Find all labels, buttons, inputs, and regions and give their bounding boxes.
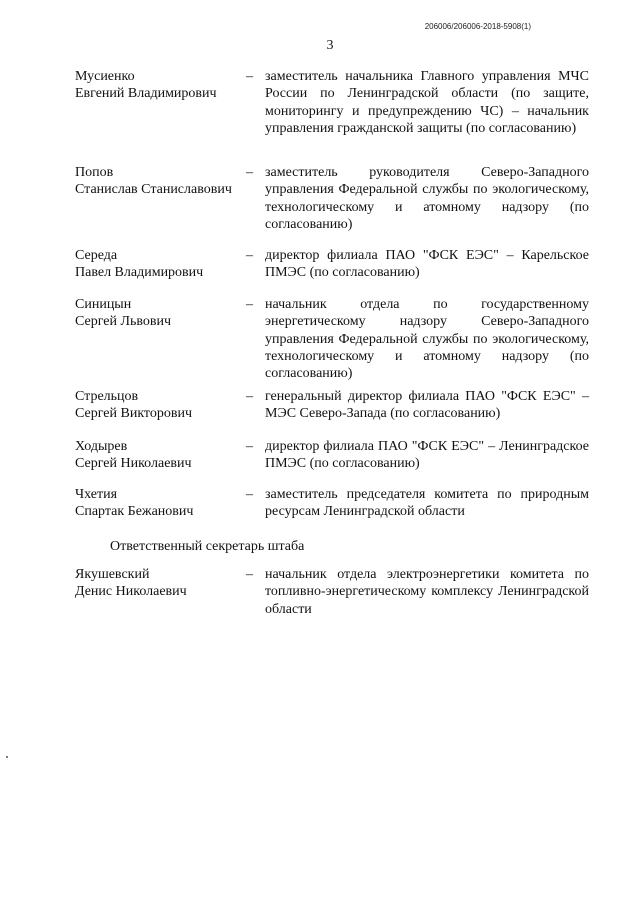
member-role: начальник отдела по государственному энергетическому надзору Северо-Западного управления Федеральной службы по экологическому, технологическому и атомному надзору (по согласованию) (265, 297, 589, 382)
member-role: заместитель руководителя Северо-Западного управления Федеральной службы по экологическому, технологическому и атомному надзору (по согласованию) (265, 165, 589, 232)
member-role: директор филиала ПАО "ФСК ЕЭС" – Ленинградское ПМЭС (по согласованию) (265, 439, 589, 472)
member-surname: Синицын (75, 297, 132, 312)
entry-dash: – (246, 165, 253, 180)
secretary-heading: Ответственный секретарь штаба (110, 539, 305, 554)
entry-dash: – (246, 439, 253, 454)
member-given-names: Сергей Николаевич (75, 456, 192, 472)
member-name (75, 388, 245, 423)
member-given-names: Станислав Станиславович (75, 182, 232, 198)
member-role: заместитель председателя комитета по природным ресурсам Ленинградской области (265, 487, 589, 520)
member-name (75, 247, 245, 282)
member-role: директор филиала ПАО "ФСК ЕЭС" – Карельское ПМЭС (по согласованию) (265, 248, 589, 281)
member-given-names: Сергей Львович (75, 314, 172, 330)
entry-dash: – (246, 297, 253, 312)
member-name (75, 566, 245, 601)
member-name (75, 438, 245, 473)
member-role: генеральный директор филиала ПАО "ФСК ЕЭС" – МЭС Северо-Запада (по согласованию) (265, 389, 589, 422)
member-surname: Стрельцов (75, 389, 139, 404)
entry-dash: – (246, 487, 253, 502)
member-surname: Чхетия (75, 487, 118, 502)
member-given-names: Евгений Владимирович (75, 86, 217, 102)
member-name (75, 164, 245, 199)
page-number: 3 (326, 38, 334, 53)
scan-speck (6, 756, 8, 758)
member-role: заместитель начальника Главного управления МЧС России по Ленинградской области (по защите, мониторингу и предупреждению ЧС) – начальник управления гражданской защиты (по согласованию) (265, 69, 589, 136)
member-role: начальник отдела электроэнергетики комитета по топливно-энергетическому комплексу Ленинградской области (265, 567, 589, 617)
member-name (75, 296, 245, 331)
member-surname: Якушевский (75, 567, 150, 582)
entry-dash: – (246, 248, 253, 263)
member-name (75, 486, 245, 521)
entry-dash: – (246, 567, 253, 582)
member-given-names: Спартак Бежанович (75, 504, 194, 520)
member-surname: Попов (75, 165, 114, 180)
member-given-names: Сергей Викторович (75, 406, 193, 422)
member-name (75, 68, 245, 103)
member-surname: Середа (75, 248, 118, 263)
document-id: 206006/206006-2018-5908(1) (424, 22, 531, 31)
entry-dash: – (246, 389, 253, 404)
member-surname: Мусиенко (75, 69, 135, 84)
member-given-names: Павел Владимирович (75, 265, 204, 281)
entry-dash: – (246, 69, 253, 84)
member-surname: Ходырев (75, 439, 128, 454)
member-given-names: Денис Николаевич (75, 584, 187, 600)
